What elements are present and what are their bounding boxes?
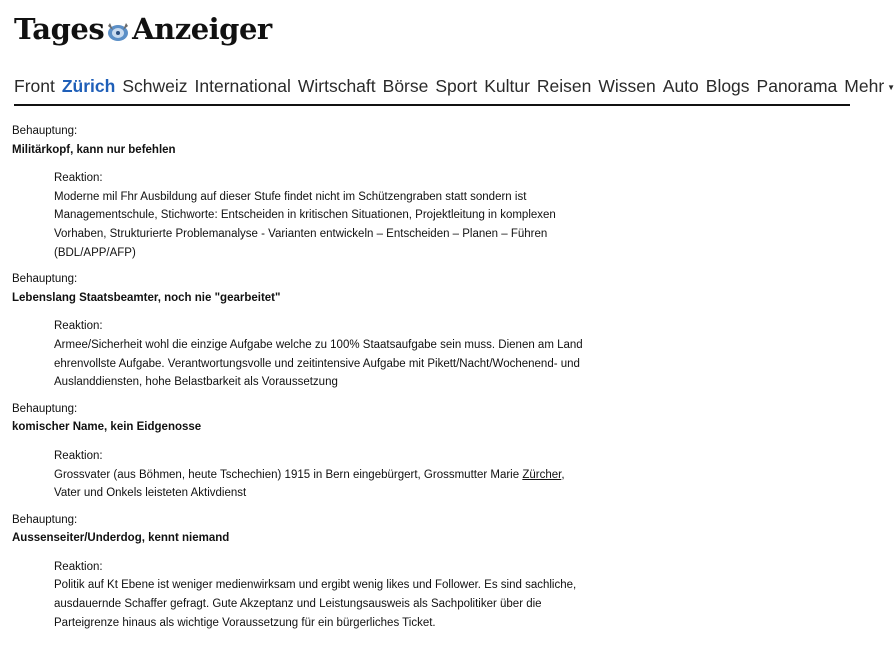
- nav-item-more[interactable]: [844, 76, 895, 97]
- claim-block: [12, 270, 612, 392]
- site-logo[interactable]: [14, 12, 272, 46]
- nav-item-wirtschaft[interactable]: Wirtschaft: [297, 76, 376, 96]
- reaction-text-part: , Vater und Onkels leisteten Aktivdienst: [54, 468, 565, 500]
- reaction-label: Reaktion:: [54, 560, 103, 573]
- nav-item-sport[interactable]: Sport: [435, 76, 478, 96]
- claim-text: Militärkopf, kann nur befehlen: [12, 143, 176, 156]
- reaction-label: Reaktion:: [54, 449, 103, 462]
- reaction-text: [54, 466, 594, 503]
- tages-anzeiger-emblem-icon: [105, 17, 131, 41]
- nav-item-international[interactable]: International: [194, 76, 291, 96]
- logo-text-right: Anzeiger: [132, 12, 272, 46]
- claim-block: [12, 400, 612, 503]
- reaction-block: [54, 447, 594, 503]
- chevron-down-icon: ▼: [887, 83, 895, 92]
- reaction-text: Armee/Sicherheit wohl die einzige Aufgabe welche zu 100% Staatsaufgabe sein muss. Dienen am Land ehrenvollste Aufgabe. Verantwortungsvolle und zeitintensive Aufgabe mit Pikett/Nacht/Wochenend- und Auslanddiensten, hohe Belastbarkeit als Voraussetzung: [54, 338, 583, 389]
- claim-text: Lebenslang Staatsbeamter, noch nie "gearbeitet": [12, 291, 281, 304]
- nav-item-front[interactable]: Front: [14, 76, 55, 96]
- claim-label: Behauptung:: [12, 273, 78, 286]
- logo-text-left: Tages: [14, 12, 105, 46]
- reaction-block: [54, 558, 594, 632]
- reaction-text-part: Grossvater (aus Böhmen, heute Tschechien) 1915 in Bern eingebürgert, Grossmutter Marie: [54, 468, 523, 481]
- claim-block: [12, 511, 612, 633]
- nav-item-borse[interactable]: Börse: [382, 76, 429, 96]
- nav-divider: [14, 104, 850, 106]
- nav-item-wissen[interactable]: Wissen: [598, 76, 656, 96]
- nav-item-zurich[interactable]: Zürich: [61, 76, 116, 96]
- reaction-text: Moderne mil Fhr Ausbildung auf dieser Stufe findet nicht im Schützengraben statt sondern ist Managementschule, Stichworte: Entscheiden in kritischen Situationen, Projektleitung in komplexen Vorhaben, Strukturierte Problemanalyse - Varianten entwickeln – Entscheiden – Planen – Führen (BDL/APP/AFP): [54, 190, 556, 259]
- claim-label: Behauptung:: [12, 125, 78, 137]
- nav-item-panorama[interactable]: Panorama: [756, 76, 838, 96]
- reaction-text: Politik auf Kt Ebene ist weniger medienwirksam und ergibt wenig likes und Follower. Es sind sachliche, ausdauernde Schaffer gefragt. Gute Akzeptanz und Leistungsausweis als Sachpolitiker über die Parteigrenze hinaus als wichtige Voraussetzung für ein bürgerliches Ticket.: [54, 579, 577, 629]
- reaction-label: Reaktion:: [54, 320, 103, 333]
- document-content: [12, 122, 612, 640]
- main-navigation: [14, 76, 895, 97]
- claim-block: [12, 122, 612, 262]
- nav-item-auto[interactable]: Auto: [662, 76, 699, 96]
- reaction-block: [54, 317, 594, 391]
- nav-item-blogs[interactable]: Blogs: [705, 76, 750, 96]
- nav-more-label: Mehr: [844, 76, 885, 96]
- nav-item-reisen[interactable]: Reisen: [536, 76, 592, 96]
- underlined-name: Zürcher: [522, 468, 562, 481]
- nav-item-kultur[interactable]: Kultur: [484, 76, 530, 96]
- reaction-label: Reaktion:: [54, 172, 103, 185]
- nav-item-schweiz[interactable]: Schweiz: [122, 76, 188, 96]
- reaction-block: [54, 169, 594, 262]
- claim-label: Behauptung:: [12, 513, 78, 526]
- claim-label: Behauptung:: [12, 402, 78, 415]
- claim-text: Aussenseiter/Underdog, kennt niemand: [12, 532, 230, 545]
- claim-text: komischer Name, kein Eidgenosse: [12, 421, 202, 434]
